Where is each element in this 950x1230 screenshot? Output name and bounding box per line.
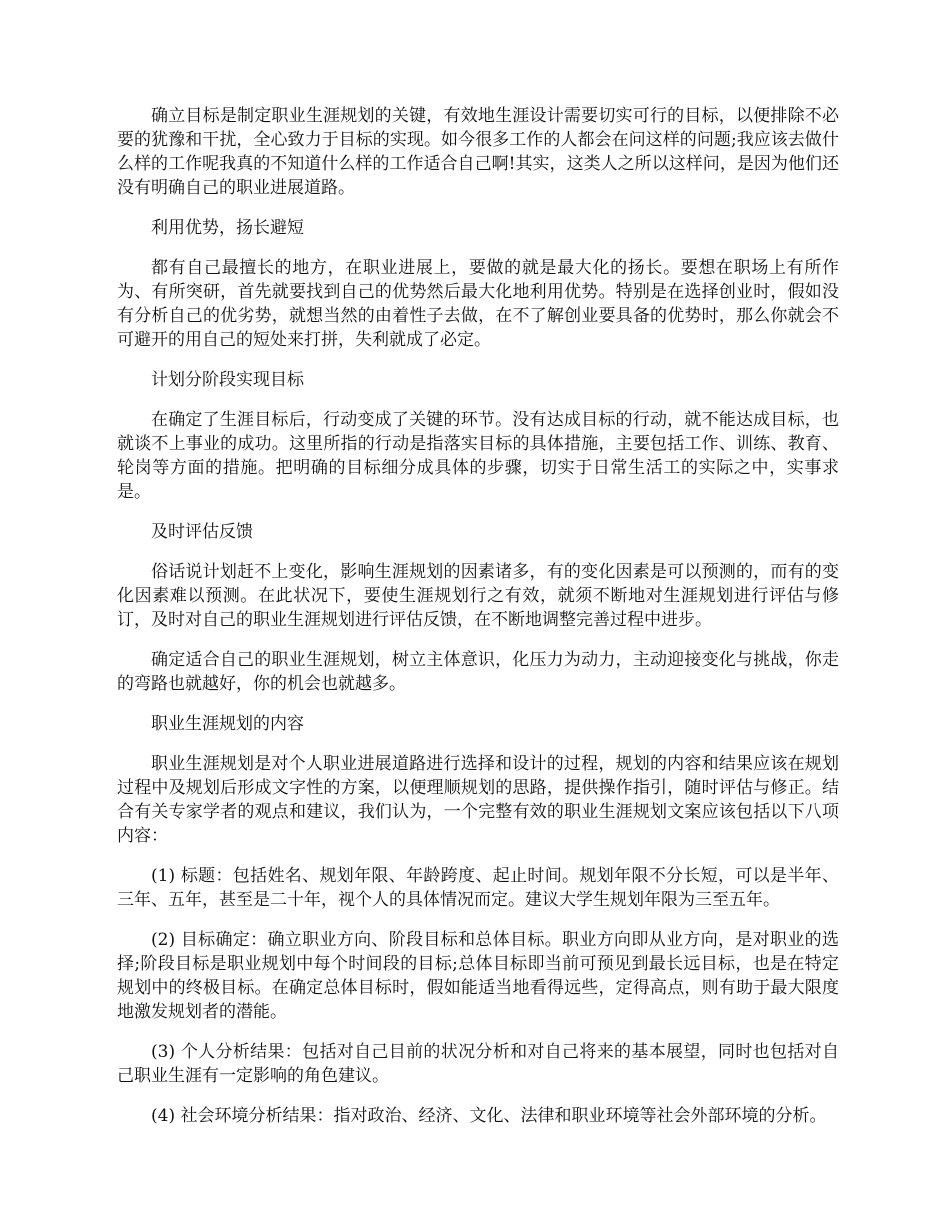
list-item-goals: (2) 目标确定：确立职业方向、阶段目标和总体目标。职业方向即从业方向，是对职业的选择;阶段目标是职业规划中每个时间段的目标;总体目标即当前可预见到最长远目标，也是在特定规划中的终极目标。在确定总体目标时，假如能适当地看得远些，定得高点，则有助于最大限度地激发规划者的潜能。 bbox=[117, 930, 839, 1022]
heading-use-strengths: 利用优势，扬长避短 bbox=[151, 218, 304, 238]
paragraph-plan-intro: 职业生涯规划是对个人职业进展道路进行选择和设计的过程，规划的内容和结果应该在规划过程中及规划后形成文字性的方案，以便理顺规划的思路，提供操作指引，随时评估与修正。结合有关专家学者的观点和建议，我们认为，一个完整有效的职业生涯规划文案应该包括以下八项内容： bbox=[117, 754, 839, 846]
list-item-title: (1) 标题：包括姓名、规划年限、年龄跨度、起止时间。规划年限不分长短，可以是半年、三年、五年，甚至是二十年，视个人的具体情况而定。建议大学生规划年限为三至五年。 bbox=[117, 866, 839, 910]
paragraph-goal-setting: 确立目标是制定职业生涯规划的关键，有效地生涯设计需要切实可行的目标，以便排除不必要的犹豫和干扰，全心致力于目标的实现。如今很多工作的人都会在问这样的问题;我应该去做什么样的工作呢我真的不知道什么样的工作适合自己啊!其实，这类人之所以这样问，是因为他们还没有明确自己的职业进展道路。 bbox=[117, 106, 839, 198]
paragraph-evaluation: 俗话说计划赶不上变化，影响生涯规划的因素诸多，有的变化因素是可以预测的，而有的变化因素难以预测。在此状况下，要使生涯规划行之有效，就须不断地对生涯规划进行评估与修订，及时对自己的职业生涯规划进行评估反馈，在不断地调整完善过程中进步。 bbox=[117, 562, 839, 630]
paragraph-action: 在确定了生涯目标后，行动变成了关键的环节。没有达成目标的行动，就不能达成目标，也就谈不上事业的成功。这里所指的行动是指落实目标的具体措施，主要包括工作、训练、教育、轮岗等方面的措施。把明确的目标细分成具体的步骤，切实于日常生活工的实际之中，实事求是。 bbox=[117, 410, 839, 502]
paragraph-conclusion: 确定适合自己的职业生涯规划，树立主体意识，化压力为动力，主动迎接变化与挑战，你走的弯路也就越好，你的机会也就越多。 bbox=[117, 650, 839, 694]
paragraph-strengths: 都有自己最擅长的地方，在职业进展上，要做的就是最大化的扬长。要想在职场上有所作为、有所突研，首先就要找到自己的优势然后最大化地利用优势。特别是在选择创业时，假如没有分析自己的优劣势，就想当然的由着性子去做，在不了解创业要具备的优势时，那么你就会不可避开的用自己的短处来打拼，失利就成了必定。 bbox=[117, 258, 839, 350]
heading-plan-content: 职业生涯规划的内容 bbox=[151, 714, 304, 734]
list-item-personal-analysis: (3) 个人分析结果：包括对自己目前的状况分析和对自己将来的基本展望，同时也包括对自己职业生涯有一定影响的角色建议。 bbox=[117, 1042, 839, 1086]
list-item-environment-analysis: (4) 社会环境分析结果：指对政治、经济、文化、法律和职业环境等社会外部环境的分析。 bbox=[151, 1106, 827, 1126]
document-body bbox=[117, 104, 839, 1144]
heading-feedback: 及时评估反馈 bbox=[151, 522, 253, 542]
heading-phased-plan: 计划分阶段实现目标 bbox=[151, 370, 304, 390]
